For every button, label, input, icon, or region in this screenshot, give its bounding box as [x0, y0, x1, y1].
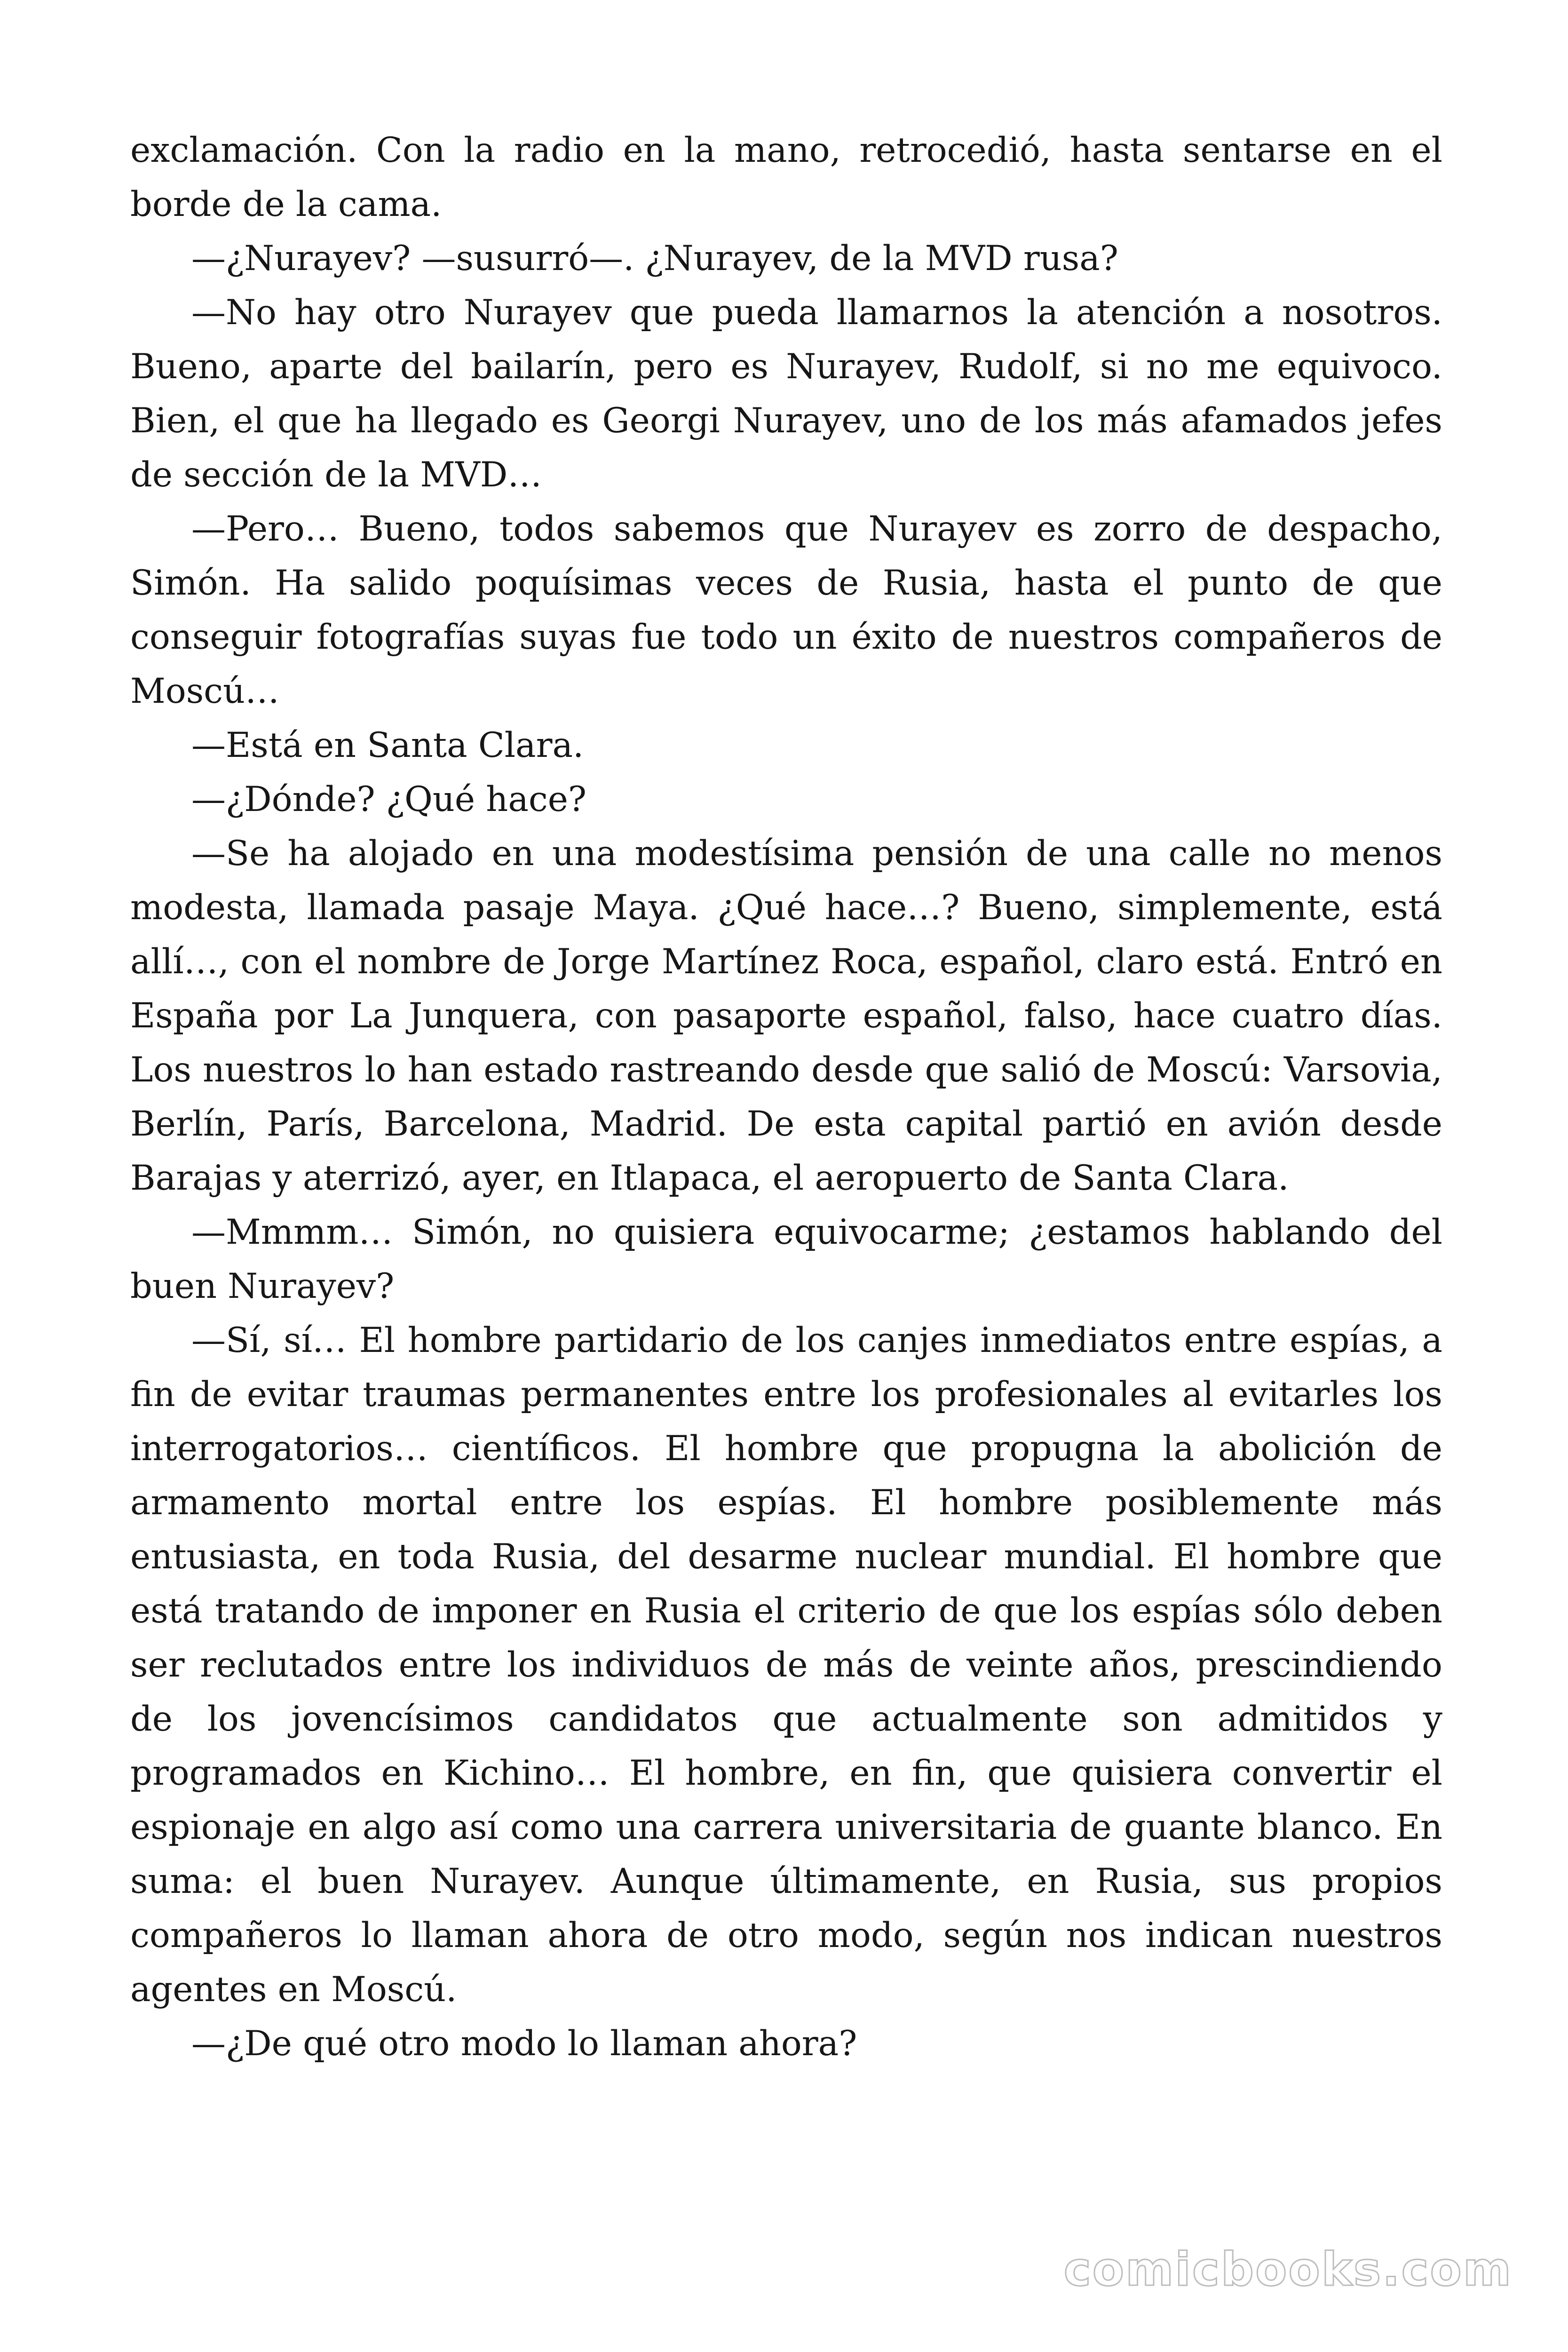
paragraph: —Mmmm… Simón, no quisiera equivocarme; ¿estamos hablando del buen Nurayev?: [130, 1212, 1442, 1306]
paragraph: —Pero… Bueno, todos sabemos que Nurayev es zorro de despacho, Simón. Ha salido poquísimas veces de Rusia, hasta el punto de que conseguir fotografías suyas fue todo un éxito de nuestros compañeros de Moscú…: [130, 509, 1442, 711]
paragraph: —Está en Santa Clara.: [191, 725, 584, 765]
paragraph: —No hay otro Nurayev que pueda llamarnos la atención a nosotros. Bueno, aparte del bailarín, pero es Nurayev, Rudolf, si no me equivoco. Bien, el que ha llegado es Georgi Nurayev, uno de los más afamados jefes de sección de la MVD…: [130, 293, 1442, 495]
paragraph: —Sí, sí… El hombre partidario de los canjes inmediatos entre espías, a fin de evitar traumas permanentes entre los profesionales al evitarles los interrogatorios… científicos. El hombre que propugna la abolición de armamento mortal entre los espías. El hombre posiblemente más entusiasta, en toda Rusia, del desarme nuclear mundial. El hombre que está tratando de imponer en Rusia el criterio de que los espías sólo deben ser reclutados entre los individuos de más de veinte años, prescindiendo de los jovencísimos candidatos que actualmente son admitidos y programados en Kichino… El hombre, en fin, que quisiera convertir el espionaje en algo así como una carrera universitaria de guante blanco. En suma: el buen Nurayev. Aunque últimamente, en Rusia, sus propios compañeros lo llaman ahora de otro modo, según nos indican nuestros agentes en Moscú.: [130, 1320, 1442, 2010]
paragraph: —¿De qué otro modo lo llaman ahora?: [191, 2024, 857, 2064]
watermark: comicbooks.com: [1063, 2243, 1513, 2296]
paragraph: —¿Dónde? ¿Qué hace?: [191, 779, 587, 819]
paragraph: —Se ha alojado en una modestísima pensión de una calle no menos modesta, llamada pasaje Maya. ¿Qué hace…? Bueno, simplemente, está allí…, con el nombre de Jorge Martínez Roca, español, claro está. Entró en España por La Junquera, con pasaporte español, falso, hace cuatro días. Los nuestros lo han estado rastreando desde que salió de Moscú: Varsovia, Berlín, París, Barcelona, Madrid. De esta capital partió en avión desde Barajas y aterrizó, ayer, en Itlapaca, el aeropuerto de Santa Clara.: [130, 834, 1442, 1198]
paragraph: exclamación. Con la radio en la mano, retrocedió, hasta sentarse en el borde de la cama.: [130, 130, 1442, 224]
paragraph: —¿Nurayev? —susurró—. ¿Nurayev, de la MVD rusa?: [191, 238, 1118, 278]
page-body: [130, 123, 1442, 2071]
